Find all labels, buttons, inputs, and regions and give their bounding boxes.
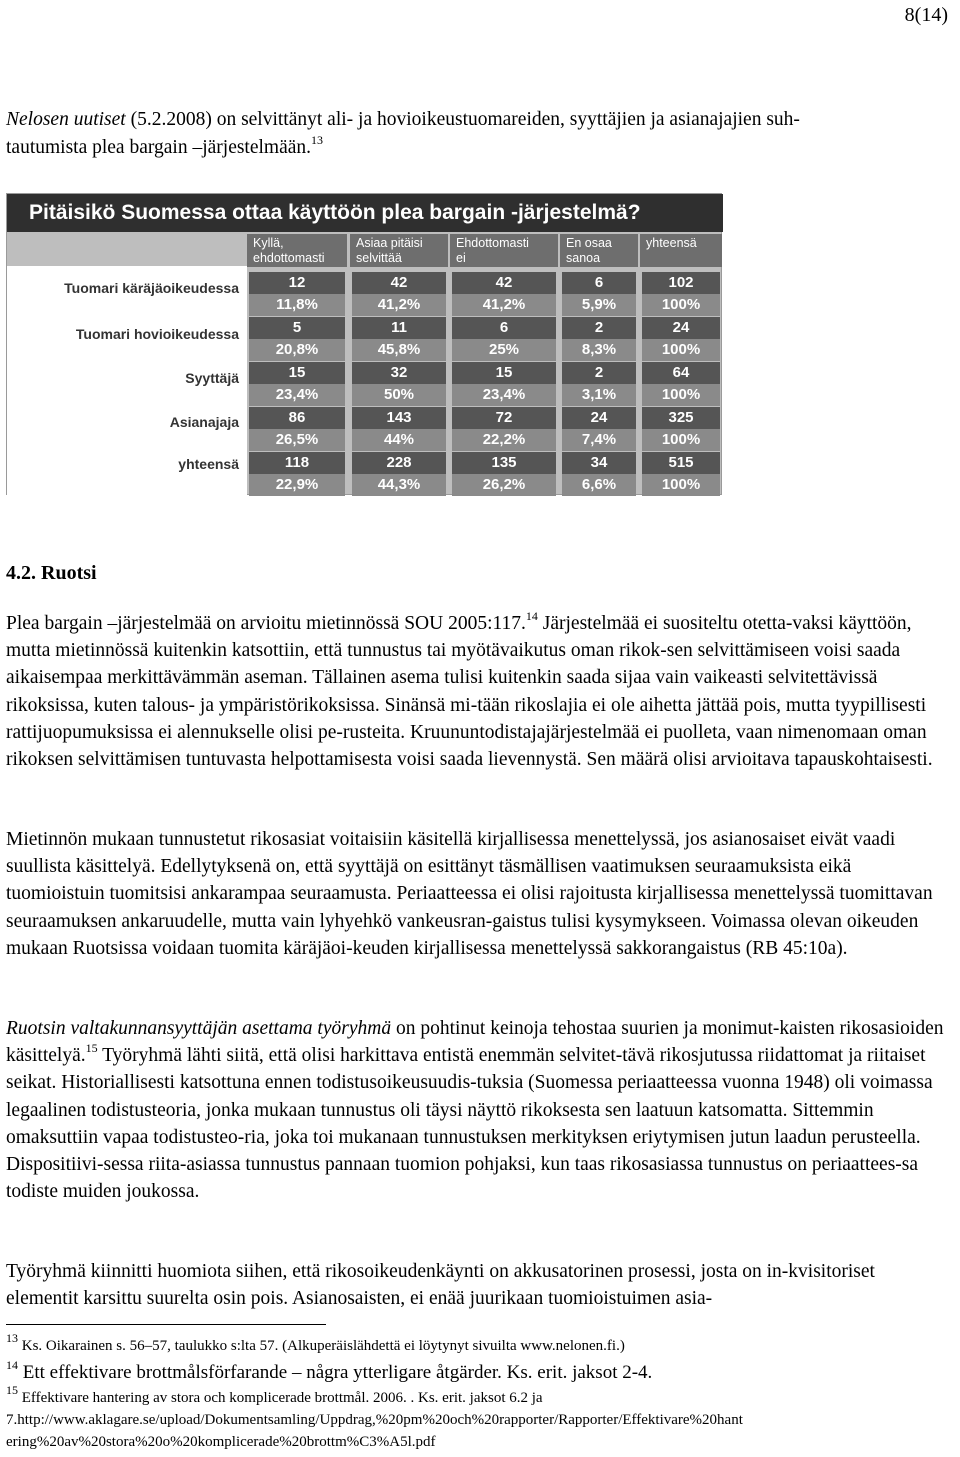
footnote-15-url-1[interactable]: 7.http://www.aklagare.se/upload/Dokumentsamling/Uppdrag,%20pm%20och%20rapporter/Rapporter/Effektivare%20hant [6, 1412, 743, 1428]
percent-cell: 22,9% [249, 474, 345, 496]
percent-cell: 50% [352, 384, 446, 406]
percent-cell: 100% [642, 474, 720, 496]
percent-cell: 23,4% [452, 384, 556, 406]
percent-cell: 6,6% [562, 474, 636, 496]
count-cell: 24 [562, 407, 636, 429]
footnote-15-url-2[interactable]: ering%20av%20stora%20o%20komplicerade%20brottm%C3%A5l.pdf [6, 1434, 436, 1450]
count-cell: 228 [352, 452, 446, 474]
page-number: 8(14) [904, 4, 948, 26]
intro-text-2: tautumista plea bargain –järjestelmään. [6, 137, 312, 158]
column-header-line-2: ei [456, 251, 466, 265]
percent-cell: 100% [642, 339, 720, 361]
row-label-column [7, 266, 247, 496]
count-cell: 86 [249, 407, 345, 429]
paragraph-3-part-1: on pohtinut keinoja tehostaa suurien ja monimut-kaisten rikosasioiden käsittelyä. [6, 1018, 944, 1067]
paragraph-3 [6, 1015, 952, 1205]
count-cell: 72 [452, 407, 556, 429]
percent-cell: 26,5% [249, 429, 345, 451]
column-header-line-1: yhteensä [646, 236, 697, 250]
column-header-line-1: Ehdottomasti [456, 236, 529, 250]
count-cell: 24 [642, 317, 720, 339]
footnote-ref-13: 13 [311, 132, 324, 147]
column-header-5 [640, 234, 722, 267]
column-header-line-2: ehdottomasti [253, 251, 325, 265]
footnote-13-number: 13 [6, 1331, 18, 1345]
count-cell: 102 [642, 272, 720, 294]
footnote-13-text: Ks. Oikarainen s. 56–57, taulukko s:lta 57. (Alkuperäislähdettä ei löytynyt sivuilta www.nelonen.fi.) [18, 1338, 625, 1354]
count-cell: 2 [562, 317, 636, 339]
percent-cell: 100% [642, 384, 720, 406]
count-cell: 118 [249, 452, 345, 474]
column-header-1 [247, 234, 347, 267]
row-label: Tuomari hovioikeudessa [75, 326, 239, 342]
percent-cell: 44,3% [352, 474, 446, 496]
row-label: Syyttäjä [185, 370, 239, 386]
percent-cell: 25% [452, 339, 556, 361]
footnote-15-text: Effektivare hantering av stora och komplicerade brottmål. 2006. . Ks. erit. jaksot 6.2 ja [18, 1390, 543, 1406]
percent-cell: 7,4% [562, 429, 636, 451]
count-cell: 515 [642, 452, 720, 474]
intro-paragraph [6, 106, 952, 162]
count-cell: 6 [452, 317, 556, 339]
percent-cell: 11,8% [249, 294, 345, 316]
paragraph-2: Mietinnön mukaan tunnustetut rikosasiat voitaisiin käsitellä kirjallisessa menettelyssä, jos asianosaiset eivät vaadi suullista käsittelyä. Edellytyksenä on, että syyttäjä on esittänyt täsmällisen vaatimuksen seuraamuksista eikä tuomioistuin tuomitsisi ankarampaa seuraamusta. Periaatteessa ei olisi rajoitusta kirjallisessa menettelyssä tuomittavan seuraamuksen ankaruudelle, mutta vain lyhyehkö vankeusran-gaistus tulisi kysymykseen. Voimassa olevan oikeuden mukaan Ruotsissa voidaan tuomita käräjäoi-keuden kirjallisessa menettelyssä sakkorangaistus (RB 45:10a). [6, 829, 933, 959]
count-cell: 42 [452, 272, 556, 294]
footnote-divider [6, 1324, 326, 1325]
footnote-14 [6, 1357, 956, 1384]
intro-source: Nelosen uutiset [6, 109, 126, 130]
footnote-ref-15: 15 [85, 1040, 98, 1055]
percent-cell: 8,3% [562, 339, 636, 361]
count-cell: 11 [352, 317, 446, 339]
count-cell: 135 [452, 452, 556, 474]
footnote-15 [6, 1383, 956, 1408]
percent-cell: 41,2% [352, 294, 446, 316]
percent-cell: 3,1% [562, 384, 636, 406]
count-cell: 12 [249, 272, 345, 294]
count-cell: 32 [352, 362, 446, 384]
percent-cell: 20,8% [249, 339, 345, 361]
paragraph-3-part-2: Työryhmä lähti siitä, että olisi harkittava entistä enemmän selvitet-tävä rikosjutussa riidattomat ja riitaiset seikat. Historiallisesti katsottuna ennen todistusoikeusuudis-tuksia (Suomessa periaatteessa vuonna 1948) oli voimassa legaalinen todistusteoria, jonka mukaan tunnustus oli täysi näyttö rikoksesta sen laatuun katsomatta. Sittemmin omaksuttiin vapaa todistusteo-ria, joka toi mukanaan tunnustuksen merkityksen eriytymisen jutun laadun perusteella. Dispositiivi-sessa riita-asiassa tunnustus pannaan tuomion pohjaksi, kun taas rikosasiassa tunnustus on periaattees-sa todiste muiden joukossa. [6, 1045, 933, 1203]
count-cell: 2 [562, 362, 636, 384]
percent-cell: 23,4% [249, 384, 345, 406]
count-cell: 42 [352, 272, 446, 294]
count-cell: 6 [562, 272, 636, 294]
count-cell: 325 [642, 407, 720, 429]
percent-cell: 100% [642, 294, 720, 316]
percent-cell: 5,9% [562, 294, 636, 316]
count-cell: 5 [249, 317, 345, 339]
paragraph-1-part-2: Järjestelmää ei suositeltu otetta-vaksi käyttöön, mutta mietinnössä kuitenkin katsottiin, että tunnustus tai myötävaikutus oman rikok-sen selvittämiseen voisi saada aikaisempaa merkittävämmän aseman. Tällainen asema tulisi kuitenkin saada sijaa vain vaikeasti selvitettävissä rikoksissa, kuten talous- ja ympäristörikoksissa. Sinänsä mi-tään rikoslajia ei ole aihetta jättää pois, mutta tyypillisesti rattijuopumuksissa ei alennukselle olisi pe-rusteita. Kruununtodistajajärjestelmää ei puolleta, vaan nimenomaan oman rikoksen selvittämisen tuntuvasta helpottamisesta voisi saada lievennystä. Sen määrä olisi arvioitava tapauskohtaisesti. [6, 613, 933, 771]
count-cell: 64 [642, 362, 720, 384]
intro-text-1: (5.2.2008) on selvittänyt ali- ja hovioikeustuomareiden, syyttäjien ja asianajajien suh- [125, 109, 800, 130]
count-cell: 143 [352, 407, 446, 429]
column-header-line-2: selvittää [356, 251, 402, 265]
count-cell: 15 [249, 362, 345, 384]
row-label: Asianajaja [169, 414, 239, 430]
column-header-line-1: Asiaa pitäisi [356, 236, 423, 250]
column-header-line-2: sanoa [566, 251, 601, 265]
section-heading: 4.2. Ruotsi [6, 562, 97, 584]
percent-cell: 100% [642, 429, 720, 451]
percent-cell: 22,2% [452, 429, 556, 451]
paragraph-1 [6, 610, 952, 773]
paragraph-4: Työryhmä kiinnitti huomiota siihen, että rikosoikeudenkäynti on akkusatorinen prosessi, josta on in-kvisitoriset elementit karsittu suurelta osin pois. Asianosaisten, ei enää juurikaan tuomioistuimen asia- [6, 1261, 875, 1310]
percent-cell: 26,2% [452, 474, 556, 496]
count-cell: 15 [452, 362, 556, 384]
column-header-4 [560, 234, 638, 267]
percent-cell: 44% [352, 429, 446, 451]
row-label: yhteensä [178, 456, 239, 472]
paragraph-3-italic: Ruotsin valtakunnansyyttäjän asettama työryhmä [6, 1018, 392, 1039]
column-header-3 [450, 234, 558, 267]
footnote-ref-14: 14 [525, 608, 538, 623]
footnote-14-text: Ett effektivare brottmålsförfarande – några ytterligare åtgärder. Ks. erit. jaksot 2-4. [18, 1362, 653, 1383]
footnote-15-number: 15 [6, 1383, 18, 1397]
column-header-line-1: En osaa [566, 236, 612, 250]
footnote-13 [6, 1331, 956, 1356]
figure-title: Pitäisikö Suomessa ottaa käyttöön plea bargain -järjestelmä? [7, 194, 723, 232]
column-header-2 [350, 234, 448, 267]
row-label: Tuomari käräjäoikeudessa [64, 280, 239, 296]
survey-table-figure [6, 193, 722, 495]
percent-cell: 45,8% [352, 339, 446, 361]
percent-cell: 41,2% [452, 294, 556, 316]
column-header-line-1: Kyllä, [253, 236, 284, 250]
paragraph-1-part-1: Plea bargain –järjestelmää on arvioitu mietinnössä SOU 2005:117. [6, 613, 526, 634]
footnote-14-number: 14 [6, 1357, 18, 1372]
count-cell: 34 [562, 452, 636, 474]
